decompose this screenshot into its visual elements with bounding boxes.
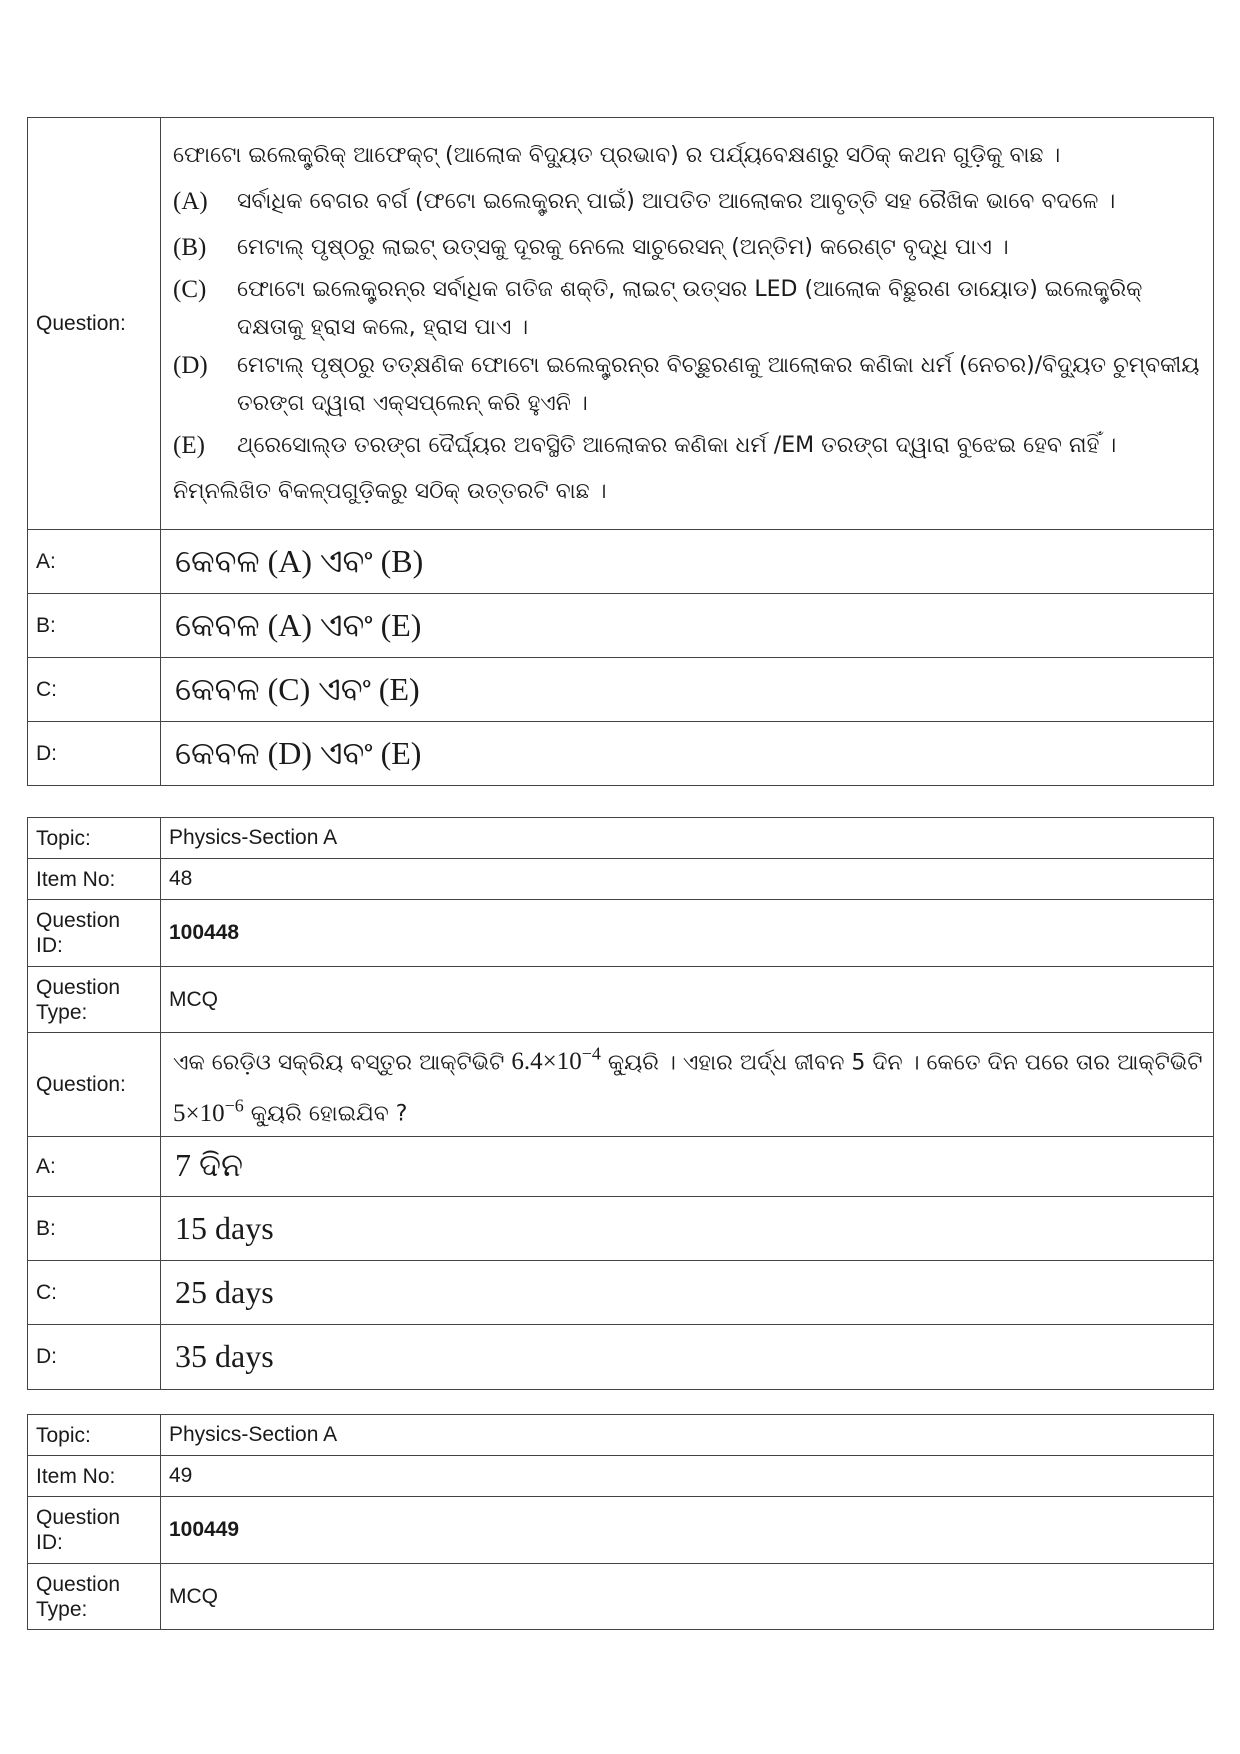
- question-row: [28, 118, 1214, 530]
- question-type-row: [28, 1564, 1214, 1630]
- option-text[interactable]: କେବଳ (C) ଏବଂ (E): [161, 658, 1214, 722]
- question-id-label: Question ID:: [28, 1497, 161, 1564]
- option-label: B:: [28, 1196, 161, 1260]
- math-exponent: −6: [224, 1095, 244, 1116]
- question-type-label: Question Type:: [28, 967, 161, 1033]
- statement-text: ସର୍ବାଧିକ ବେଗର ବର୍ଗ (ଫଟୋ ଇଲେକ୍ଟ୍ରନ୍ ପାଇଁ) ଆପତିତ ଆଲୋକର ଆବୃତ୍ତି ସହ ରୈଖିକ ଭାବେ ବଦଳେ ।: [237, 188, 1116, 214]
- option-label: A:: [28, 1136, 161, 1196]
- item-value: 48: [161, 859, 1214, 900]
- item-row: [28, 1456, 1214, 1497]
- topic-row: [28, 818, 1214, 859]
- option-row[interactable]: [28, 530, 1214, 594]
- question-part: ଏକ ରେଡ଼ିଓ ସକ୍ରିୟ ବସ୍ତୁର ଆକ୍ଟିଭିଟି: [173, 1050, 512, 1076]
- option-label: A:: [28, 530, 161, 594]
- statement-text: ମେଟାଲ୍ ପୃଷ୍ଠରୁ ଲାଇଟ୍ ଉତ୍ସକୁ ଦୂରକୁ ନେଲେ ସାଚୁରେସନ୍ (ଅନ୍ତିମ) କରେଣ୍ଟ ବୃଦ୍ଧି ପାଏ ।: [237, 234, 1009, 260]
- statement-tag: (D): [173, 351, 208, 379]
- question-id-row: [28, 900, 1214, 967]
- statement-tag: (C): [173, 275, 207, 303]
- option-row[interactable]: [28, 1324, 1214, 1389]
- item-row: [28, 859, 1214, 900]
- option-label: D:: [28, 1324, 161, 1389]
- option-label: C:: [28, 658, 161, 722]
- option-label: B:: [28, 594, 161, 658]
- statement-tag: (E): [173, 431, 205, 459]
- item-label: Item No:: [28, 859, 161, 900]
- question-type-row: [28, 967, 1214, 1033]
- item-value: 49: [161, 1456, 1214, 1497]
- statement-text: ଥ୍ରେସୋଲ୍ଡ ତରଙ୍ଗ ଦୈର୍ଘ୍ୟର ଅବସ୍ଥିତି ଆଲୋକର କଣିକା ଧର୍ମ /EM ତରଙ୍ଗ ଦ୍ୱାରା ବୁଝେଇ ହେବ ନାହିଁ ।: [237, 432, 1117, 458]
- statement-text: ଫୋଟୋ ଇଲେକ୍ଟ୍ରନ୍ର ସର୍ବାଧିକ ଗତିଜ ଶକ୍ତି, ଲାଇଟ୍ ଉତ୍ସର LED (ଆଲୋକ ବିଛୁରଣ ଡାୟୋଡ) ଇଲେକ୍ଟ୍ରିକ୍ ଦକ୍ଷତାକୁ ହ୍ରାସ କଲେ, ହ୍ରାସ ପାଏ ।: [237, 276, 1143, 340]
- option-text[interactable]: 25 days: [161, 1260, 1214, 1324]
- question-id-value: 100448: [161, 900, 1214, 967]
- option-label: C:: [28, 1260, 161, 1324]
- option-text[interactable]: କେବଳ (A) ଏବଂ (E): [161, 594, 1214, 658]
- option-row[interactable]: [28, 594, 1214, 658]
- item-label: Item No:: [28, 1456, 161, 1497]
- statement-text: ମେଟାଲ୍ ପୃଷ୍ଠରୁ ତତ୍କ୍ଷଣିକ ଫୋଟୋ ଇଲେକ୍ଟ୍ରନ୍ର ବିଚ୍ଛୁରଣକୁ ଆଲୋକର କଣିକା ଧର୍ମ (ନେଚର)/ବିଦ୍ୟୁତ ଚୁମ୍ବକୀୟ ତରଙ୍ଗ ଦ୍ୱାରା ଏକ୍ସପ୍ଲେନ୍ କରି ହୁଏନି ।: [237, 352, 1200, 416]
- option-text[interactable]: 35 days: [161, 1324, 1214, 1389]
- option-row[interactable]: [28, 1260, 1214, 1324]
- option-row[interactable]: [28, 658, 1214, 722]
- question-closing: ନିମ୍ନଲିଖିତ ବିକଳ୍ପଗୁଡ଼ିକରୁ ସଠିକ୍ ଉତ୍ତରଟି ବାଛ ।: [173, 478, 607, 504]
- topic-value: Physics-Section A: [161, 1415, 1214, 1456]
- question-block-1: [27, 117, 1214, 786]
- question-row: [28, 1033, 1214, 1137]
- question-type-label: Question Type:: [28, 1564, 161, 1630]
- question-intro: ଫୋଟୋ ଇଲେକ୍ଟ୍ରିକ୍ ଆଫେକ୍ଟ୍ (ଆଲୋକ ବିଦ୍ୟୁତ ପ୍ରଭାବ) ର ପର୍ଯ୍ୟବେକ୍ଷଣରୁ ସଠିକ୍ କଥନ ଗୁଡ଼ିକୁ ବାଛ ।: [173, 142, 1061, 168]
- math-exponent: −4: [581, 1044, 601, 1064]
- question-text: [161, 1033, 1214, 1137]
- statement-tag: (B): [173, 233, 207, 261]
- topic-value: Physics-Section A: [161, 818, 1214, 859]
- math-expression: [511, 1044, 601, 1076]
- statement-a: [173, 179, 1201, 225]
- statement-tag: (A): [173, 187, 208, 215]
- option-row[interactable]: [28, 1136, 1214, 1196]
- question-block-2: [27, 817, 1214, 1390]
- question-part: କ୍ୟୁରି ହୋଇଯିବ ?: [243, 1101, 408, 1127]
- question-part: କ୍ୟୁରି । ଏହାର ଅର୍ଦ୍ଧ ଜୀବନ 5 ଦିନ । କେତେ ଦିନ ପରେ ତାର ଆକ୍ଟିଭିଟି: [600, 1050, 1203, 1076]
- topic-row: [28, 1415, 1214, 1456]
- question-id-label: Question ID:: [28, 900, 161, 967]
- question-label: Question:: [28, 1033, 161, 1137]
- option-text[interactable]: କେବଳ (D) ଏବଂ (E): [161, 722, 1214, 786]
- question-label: Question:: [28, 118, 161, 530]
- topic-label: Topic:: [28, 818, 161, 859]
- question-body: [161, 118, 1214, 530]
- statement-b: [173, 225, 1201, 271]
- math-expression: [173, 1095, 244, 1127]
- statement-d: [173, 347, 1201, 423]
- option-label: D:: [28, 722, 161, 786]
- question-id-row: [28, 1497, 1214, 1564]
- topic-label: Topic:: [28, 1415, 161, 1456]
- math-base: 5×10: [173, 1099, 225, 1127]
- option-text[interactable]: କେବଳ (A) ଏବଂ (B): [161, 530, 1214, 594]
- option-row[interactable]: [28, 1196, 1214, 1260]
- question-id-value: 100449: [161, 1497, 1214, 1564]
- option-row[interactable]: [28, 722, 1214, 786]
- statement-e: [173, 423, 1201, 469]
- math-base: 6.4×10: [511, 1048, 582, 1076]
- question-type-value: MCQ: [161, 1564, 1214, 1630]
- option-text[interactable]: 7 ଦିନ: [161, 1136, 1214, 1196]
- question-type-value: MCQ: [161, 967, 1214, 1033]
- option-text[interactable]: 15 days: [161, 1196, 1214, 1260]
- question-block-3: [27, 1414, 1214, 1630]
- statement-c: [173, 271, 1201, 347]
